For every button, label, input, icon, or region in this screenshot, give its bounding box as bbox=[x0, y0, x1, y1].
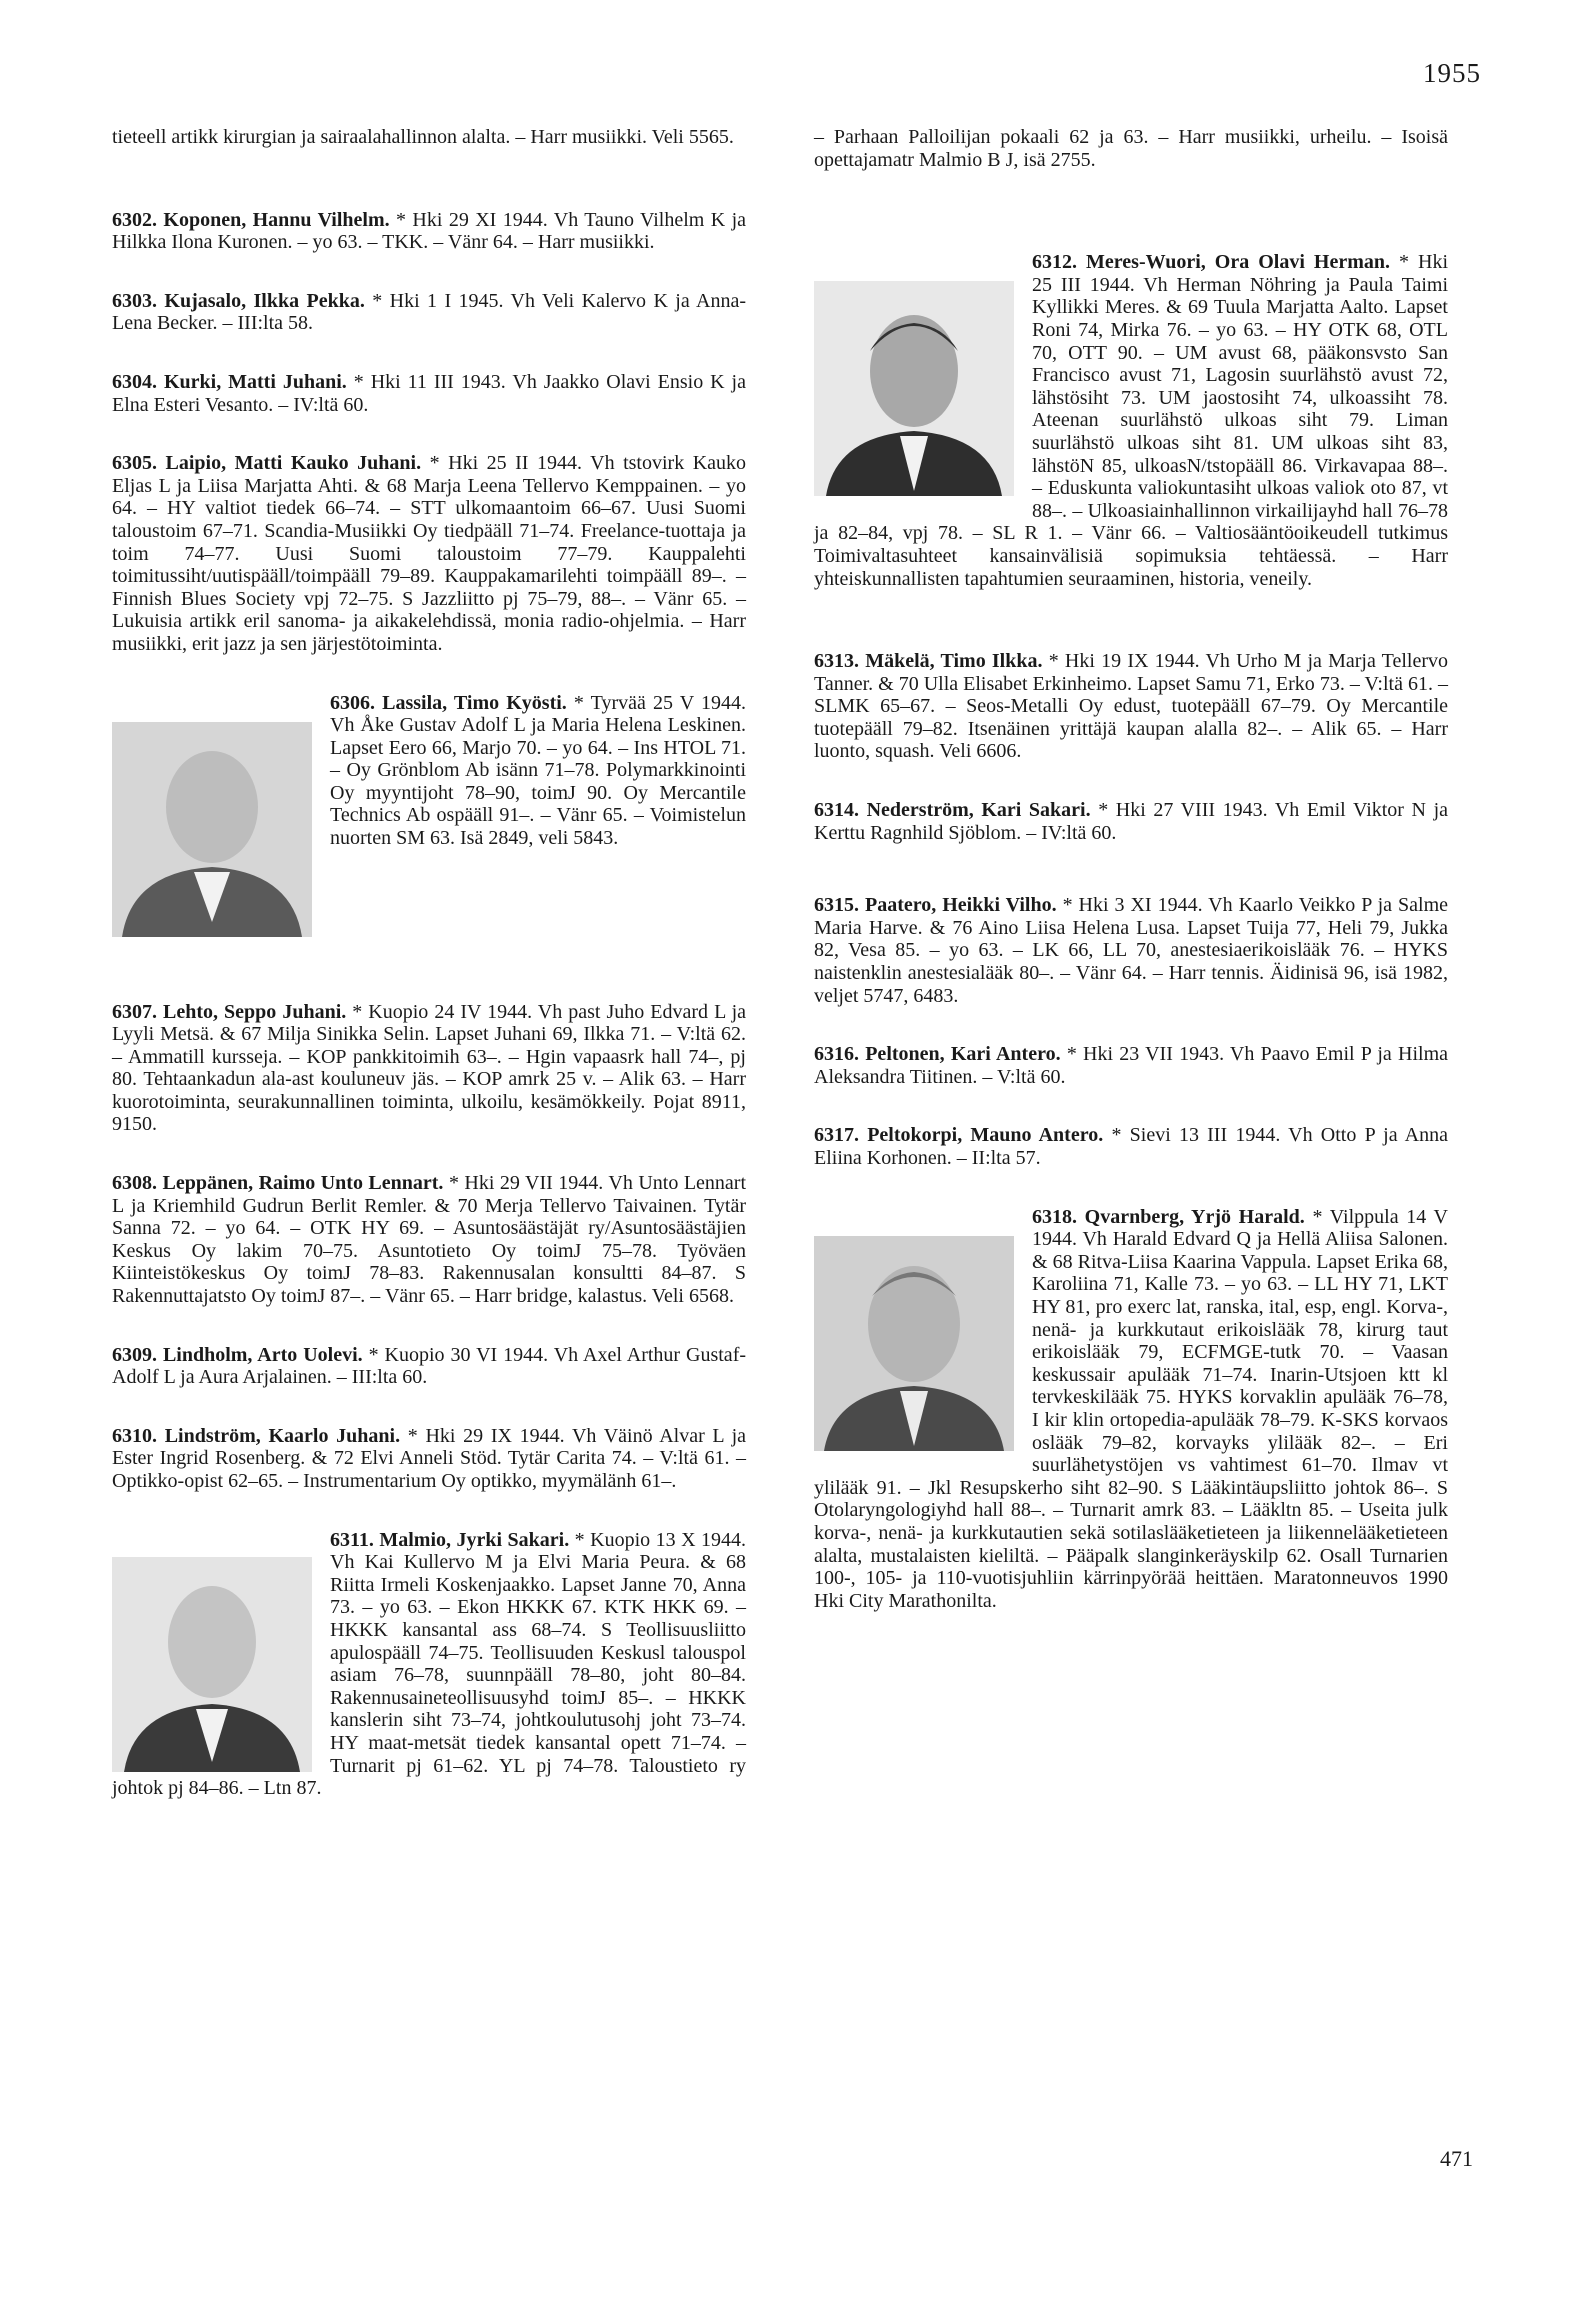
continuation-text: – Parhaan Palloilijan pokaali 62 ja 63. – Harr musiikki, urheilu. – Isoisä opettajamatr Malmio B J, isä 2755. bbox=[814, 126, 1448, 171]
entry-text: * Hki 29 VII 1944. Vh Unto Lennart L ja Kriemhild Gudrun Berlit Remler. & 70 Merja Tellervo Taivainen. Tytär Sanna 72. – yo 64. – OTK HY 69. – Asuntosäästäjät ry/Asuntosäästäjien Keskus Oy lakim 70–75. Asuntotieto Oy toimJ 75–78. Työväen Kiinteistökeskus Oy toimJ 78–83. Rakennusalan konsultti 84–87. S Rakennuttajatsto Oy toimJ 87–. – Vänr 65. – Harr bridge, kalastus. Veli 6568. bbox=[112, 1172, 747, 1308]
entry-name: Malmio, Jyrki Sakari. bbox=[379, 1528, 570, 1551]
entry-6309 bbox=[112, 1344, 746, 1389]
entry-6308 bbox=[112, 1172, 746, 1308]
right-column bbox=[814, 126, 1448, 1648]
entry-number: 6310. bbox=[112, 1424, 157, 1447]
entry-name: Lindström, Kaarlo Juhani. bbox=[164, 1424, 401, 1447]
entry-text: * Hki 23 VII 1943. Vh Paavo Emil P ja Hilma Aleksandra Tiitinen. – V:ltä 60. bbox=[814, 1043, 1448, 1088]
continuation-text: tieteell artikk kirurgian ja sairaalahallinnon alalta. – Harr musiikki. Veli 5565. bbox=[112, 126, 734, 148]
portrait-photo bbox=[112, 722, 312, 937]
entry-number: 6315. bbox=[814, 894, 859, 917]
portrait-photo bbox=[112, 1557, 312, 1772]
entry-6302 bbox=[112, 209, 746, 254]
portrait-icon bbox=[112, 1557, 312, 1772]
entry-text: * Hki 1 I 1945. Vh Veli Kalervo K ja Anna-Lena Becker. – III:lta 58. bbox=[112, 289, 747, 335]
page-year-header: 1955 bbox=[1423, 58, 1481, 88]
entry-number: 6306. bbox=[330, 691, 375, 714]
page-number: 471 bbox=[1440, 2146, 1473, 2171]
entry-6306 bbox=[112, 692, 746, 941]
entry-name: Mäkelä, Timo Ilkka. bbox=[865, 650, 1043, 673]
entry-number: 6308. bbox=[112, 1172, 157, 1195]
entry-text: * Hki 3 XI 1944. Vh Kaarlo Veikko P ja Salme Maria Harve. & 76 Aino Liisa Helena Lusa. Lapset Tuija 77, Heli 79, Jukka 82, Vesa 85. – yo 63. – LK 66, LL 70, anestesiaerikoislääk 76. – HYKS naistenklin anestesialääk 80–. – Vänr 64. – Harr tennis. Äidinisä 96, isä 1982, veljet 5747, 6483. bbox=[814, 894, 1449, 1007]
entry-number: 6303. bbox=[112, 289, 157, 312]
entry-text: * Kuopio 13 X 1944. Vh Kai Kullervo M ja Elvi Maria Peura. & 68 Riitta Irmeli Koskenjaakko. Lapset Janne 70, Anna 73. – yo 63. – Ekon HKKK 67. KTK HKK 69. – HKKK kansantal ass 68–74. S Teollisuusliitto apulospääll 74–75. Teollisuuden Keskusl talouspol asiam 76–78, suunnpääll 78–80, joht 80–84. Rakennusaineteollisuusyhd toimJ 85–. – HKKK kanslerin siht 73–74, johtkoulutusohj joht 73–74. HY maat-metsät tiedek kansantal opett 71–74. – Turnarit pj 61–62. YL pj 74–78. Taloustieto ry johtok pj 84–86. – Ltn 87. bbox=[112, 1528, 746, 1800]
entry-6312 bbox=[814, 251, 1448, 590]
portrait-icon bbox=[814, 281, 1014, 496]
entry-name: Koponen, Hannu Vilhelm. bbox=[163, 208, 390, 231]
entry-number: 6302. bbox=[112, 208, 157, 231]
entry-name: Paatero, Heikki Vilho. bbox=[864, 894, 1057, 917]
entry-name: Laipio, Matti Kauko Juhani. bbox=[165, 452, 422, 475]
entry-name: Peltokorpi, Mauno Antero. bbox=[867, 1124, 1104, 1147]
entry-number: 6309. bbox=[112, 1343, 157, 1366]
entry-6305 bbox=[112, 452, 746, 655]
entry-number: 6314. bbox=[814, 799, 859, 822]
entry-6314 bbox=[814, 799, 1448, 844]
entry-6303 bbox=[112, 290, 746, 335]
entry-name: Kujasalo, Ilkka Pekka. bbox=[164, 289, 365, 312]
entry-name: Qvarnberg, Yrjö Harald. bbox=[1084, 1205, 1305, 1228]
entry-name: Leppänen, Raimo Unto Lennart. bbox=[162, 1172, 444, 1195]
entry-6318 bbox=[814, 1206, 1448, 1613]
entry-name: Lindholm, Arto Uolevi. bbox=[162, 1343, 363, 1366]
entry-text: * Vilppula 14 V 1944. Vh Harald Edvard Q ja Hellä Aliisa Salonen. & 68 Ritva-Liisa Kaarina Vappula. Lapset Erika 68, Karoliina 71, Kalle 73. – yo 63. – LL HY 71, LKT HY 81, pro exerc lat, ranska, ital, esp, engl. Korva-, nenä- ja kurkkutaut erikoislääk 78, kirurg taut erikoislääk 79, ECFMGE-tutk 70. – Vaasan keskussair apulääk 71–74. Inarin-Utsjoen ktt kl tervkeskilääk 75. HYKS korvaklin apulääk 76–78, I kir klin ortopedia-apulääk 78–79. K-SKS korvaos oslääk 79–82, korvayks ylilääk 82–. – Eri suurlähetystöjen vs vahtimest 61–70. Ilmav vt ylilääk 91. – Jkl Resupskerho siht 82–90. S Lääkintäupsliitto johtok 86–. S Otolaryngologiyhd hall 88–. – Turnarit amrk 83. – Lääkltn 85. – Useita julk korva-, nenä- ja kurkkutautien sekä sotilaslääketieteen ja liikennelääketieteen alalta, mustalaisten kieliltä. – Pääpalk slanginkeräyskilp 62. Osall Turnarien 100-, 105- ja 110-vuotisjuhliin kärrinpyörää heittäen. Maratonneuvos 1990 Hki City Marathonilta. bbox=[814, 1205, 1448, 1612]
entry-number: 6312. bbox=[1032, 251, 1077, 274]
entry-text: * Hki 25 II 1944. Vh tstovirk Kauko Eljas L ja Liisa Marjatta Ahti. & 68 Marja Leena Tellervo Kemppainen. – yo 64. – HY valtiot tiedek 66–74. – STT ulkomaantoim 66–67. Uusi Suomi taloustoim 67–71. Scandia-Musiikki Oy tiedpääll 71–74. Freelance-tuottaja ja toim 74–77. Uusi Suomi taloustoim 77–79. Kauppalehti toimitussiht/uutispääll/toimpääll 79–89. Kauppakamarilehti toimpääll 89–. – Finnish Blues Society vpj 72–75. S Jazzliitto pj 75–79, 88–. – Vänr 65. – Lukuisia artikk eril sanoma- ja aikakelehdissä, monia radio-ohjelmia. – Harr musiikki, erit jazz ja sen järjestötoiminta. bbox=[112, 452, 747, 655]
entry-6313 bbox=[814, 650, 1448, 763]
entry-number: 6307. bbox=[112, 1000, 157, 1023]
entry-name: Nederström, Kari Sakari. bbox=[866, 799, 1091, 822]
entry-text: * Kuopio 24 IV 1944. Vh past Juho Edvard L ja Lyyli Metsä. & 67 Milja Sinikka Selin. Lapset Juhani 69, Ilkka 71. – V:ltä 62. – Ammatill kursseja. – KOP pankkitoimih 63–. – Hgin vapaasrk hall 74–, pj 80. Tehtaankadun ala-ast kouluneuv jäs. – KOP amrk 25 v. – Alik 63. – Harr kuorotoiminta, seurakunnallinen toiminta, ulkoilu, kesämökkeily. Pojat 8911, 9150. bbox=[112, 1000, 747, 1136]
entry-text: * Kuopio 30 VI 1944. Vh Axel Arthur Gustaf-Adolf L ja Aura Arjalainen. – III:lta 60. bbox=[112, 1343, 747, 1389]
portrait-icon bbox=[814, 1236, 1014, 1451]
portrait-photo bbox=[814, 281, 1014, 496]
entry-text: * Hki 19 IX 1944. Vh Urho M ja Marja Tellervo Tanner. & 70 Ulla Elisabet Erkinheimo. Lapset Samu 71, Erko 73. – V:ltä 61. – SLMK 65–67. – Seos-Metalli Oy edust, tuotepääll 67–79. Oy Mercantile tuotepääll 79–82. Itsenäinen yrittäjä kaupan alalla 82–. – Alik 65. – Harr luonto, squash. Veli 6606. bbox=[814, 650, 1449, 763]
entry-text: * Hki 25 III 1944. Vh Herman Nöhring ja Paula Taimi Kyllikki Meres. & 69 Tuula Marjatta Aalto. Lapset Roni 74, Mirka 76. – yo 63. – HY OTK 68, OTL 70, OTT 90. – UM avust 68, pääkonsvsto San Francisco avust 71, Lagosin suurlähstö avust 72, lähstösiht 73. UM jaostosiht 74, ulkoassiht 78. Ateenan suurlähstö ulkoas siht 79. Liman suurlähstö ulkoas siht 81. UM ulkoas siht 83, lähstöN 85, ulkoasN/tstopääll 86. Virkavapaa 88–. – Eduskunta valiokuntasiht ulkoas valiok oto 87, vt 88–. – Ulkoasiainhallinnon virkailijayhd hall 76–78 ja 82–84, vpj 78. – SL R 1. – Vänr 66. – Valtiosääntöoikeudell tutkimus Toimivaltasuhteet kansainvälisiä sopimuksia tehtäessä. – Harr yhteiskunnallisten tapahtumien seuraaminen, historia, veneily. bbox=[814, 251, 1449, 590]
entry-6304 bbox=[112, 371, 746, 416]
entry-number: 6316. bbox=[814, 1043, 859, 1066]
entry-name: Lehto, Seppo Juhani. bbox=[163, 1000, 347, 1023]
entry-text: * Hki 29 XI 1944. Vh Tauno Vilhelm K ja Hilkka Ilona Kuronen. – yo 63. – TKK. – Vänr 64. – Harr musiikki. bbox=[112, 208, 747, 254]
entry-6307 bbox=[112, 1001, 746, 1137]
entry-number: 6304. bbox=[112, 370, 157, 393]
entry-name: Lassila, Timo Kyösti. bbox=[382, 691, 567, 714]
entry-number: 6305. bbox=[112, 452, 157, 475]
entry-number: 6311. bbox=[330, 1528, 374, 1551]
entry-6316 bbox=[814, 1043, 1448, 1088]
entry-6311 bbox=[112, 1529, 746, 1800]
portrait-photo bbox=[814, 1236, 1014, 1451]
entry-text: * Tyrvää 25 V 1944. Vh Åke Gustav Adolf L ja Maria Helena Leskinen. Lapset Eero 66, Marjo 70. – yo 64. – Ins HTOL 71. – Oy Grönblom Ab isänn 71–78. Polymarkkinointi Oy myyntijoht 78–90, toimJ 90. Oy Mercantile Technics Ab ospääll 91–. – Vänr 65. – Voimistelun nuorten SM 63. Isä 2849, veli 5843. bbox=[330, 691, 746, 850]
portrait-icon bbox=[112, 722, 312, 937]
entry-6315 bbox=[814, 894, 1448, 1007]
entry-number: 6313. bbox=[814, 650, 859, 673]
entry-text: * Hki 29 IX 1944. Vh Väinö Alvar L ja Ester Ingrid Rosenberg. & 72 Elvi Anneli Stöd. Tytär Carita 74. – V:ltä 61. – Optikko-opist 62–65. – Instrumentarium Oy optikko, myymälänh 61–. bbox=[112, 1424, 747, 1492]
entry-text: * Sievi 13 III 1944. Vh Otto P ja Anna Eliina Korhonen. – II:lta 57. bbox=[814, 1124, 1448, 1169]
entry-number: 6318. bbox=[1032, 1205, 1077, 1228]
left-column bbox=[112, 126, 746, 1836]
entry-text: * Hki 27 VIII 1943. Vh Emil Viktor N ja Kerttu Ragnhild Sjöblom. – IV:ltä 60. bbox=[814, 799, 1449, 844]
entry-text: * Hki 11 III 1943. Vh Jaakko Olavi Ensio K ja Elna Esteri Vesanto. – IV:ltä 60. bbox=[112, 370, 746, 416]
entry-name: Kurki, Matti Juhani. bbox=[163, 370, 347, 393]
entry-6317 bbox=[814, 1124, 1448, 1169]
entry-name: Peltonen, Kari Antero. bbox=[865, 1043, 1061, 1066]
entry-name: Meres-Wuori, Ora Olavi Herman. bbox=[1086, 251, 1391, 274]
entry-6310 bbox=[112, 1425, 746, 1493]
entry-number: 6317. bbox=[814, 1124, 859, 1147]
